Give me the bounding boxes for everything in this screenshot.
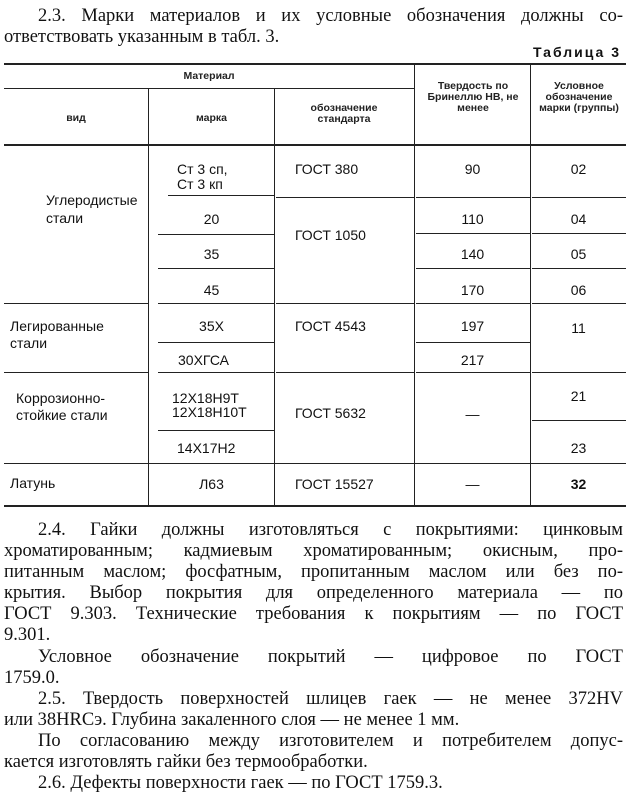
header-material: Материал: [183, 70, 235, 82]
cell-hardness: 197: [460, 318, 485, 334]
cell-code: 06: [570, 282, 587, 298]
header-kind: вид: [66, 112, 86, 124]
cell-code: 04: [570, 211, 587, 227]
para-agreement-line: кается изготовлять гайки без термообработки.: [4, 752, 368, 772]
header-code: Условное обозначение марки (группы): [539, 80, 619, 114]
para-2-6-line: 2.6. Дефекты поверхности гаек — по ГОСТ 1759.3.: [38, 773, 443, 793]
cell-hardness: —: [465, 406, 480, 422]
cell-grade: Ст 3 кп: [177, 176, 223, 192]
cell-hardness: —: [465, 476, 480, 492]
cell-grade: 20: [203, 211, 220, 227]
header-standard: обозначение стандарта: [310, 102, 378, 125]
group-carbon-steel: Углеродистые стали: [46, 192, 138, 226]
cell-grade: Ст 3 сп,: [177, 161, 228, 177]
para-2-4-line: хроматированным; кадмиевым хроматированным; окисным, про-: [4, 541, 623, 561]
para-2-4-line: 9.301.: [4, 625, 51, 645]
para-agreement-line: По согласованию между изготовителем и потребителем допус-: [38, 731, 623, 751]
cell-standard: ГОСТ 380: [295, 161, 359, 177]
cell-standard: ГОСТ 15527: [295, 476, 374, 492]
para-coating-designation-line: 1759.0.: [4, 668, 60, 688]
cell-grade: 35: [203, 246, 220, 262]
cell-hardness: 217: [460, 352, 485, 368]
intro-line-1: 2.3. Марки материалов и их условные обозначения должны со-: [38, 6, 623, 26]
cell-grade: 45: [203, 282, 220, 298]
para-2-4-line: питанным маслом; фосфатным, пропитанным маслом или без по-: [4, 562, 623, 582]
cell-code: 11: [571, 320, 586, 336]
intro-line-2: ответствовать указанным в табл. 3.: [4, 27, 280, 47]
cell-grade: 12Х18Н9Т: [172, 390, 239, 406]
cell-code: 32: [570, 476, 587, 492]
cell-grade: 30ХГСА: [178, 352, 230, 368]
cell-code: 05: [570, 246, 587, 262]
cell-standard: ГОСТ 5632: [295, 405, 366, 421]
cell-hardness: 170: [460, 282, 485, 298]
group-alloy-steel: Легированные стали: [10, 318, 104, 351]
cell-code: 23: [570, 440, 587, 456]
para-2-4-line: 2.4. Гайки должны изготовляться с покрытиями: цинковым: [38, 520, 623, 540]
cell-grade: 12Х18Н10Т: [172, 404, 247, 420]
para-coating-designation-line: Условное обозначение покрытий — цифровое по ГОСТ: [38, 647, 623, 667]
header-grade: марка: [196, 112, 227, 124]
cell-code: 02: [570, 161, 587, 177]
para-2-4-line: ГОСТ 9.303. Технические требования к покрытиям — по ГОСТ: [4, 604, 623, 624]
cell-hardness: 90: [464, 161, 481, 177]
cell-hardness: 110: [461, 211, 484, 227]
cell-code: 21: [570, 388, 587, 404]
para-2-5-line: или 38HRCэ. Глубина закаленного слоя — не менее 1 мм.: [4, 710, 460, 730]
cell-hardness: 140: [460, 246, 485, 262]
cell-grade: 14Х17Н2: [177, 440, 236, 456]
group-brass: Латунь: [10, 475, 56, 491]
cell-standard: ГОСТ 1050: [295, 227, 366, 243]
cell-grade: Л63: [199, 476, 224, 492]
para-2-5-line: 2.5. Твердость поверхностей шлицев гаек — не менее 372HV: [38, 689, 623, 709]
cell-grade: 35Х: [199, 318, 224, 334]
header-hardness: Твердость по Бринеллю HB, не менее: [427, 80, 519, 114]
table-caption: Таблица 3: [532, 44, 621, 60]
para-2-4-line: крытия. Выбор покрытия для определенного материала — по: [4, 583, 623, 603]
cell-standard: ГОСТ 4543: [295, 318, 366, 334]
group-stainless-steel: Коррозионно-стойкие стали: [16, 390, 108, 423]
